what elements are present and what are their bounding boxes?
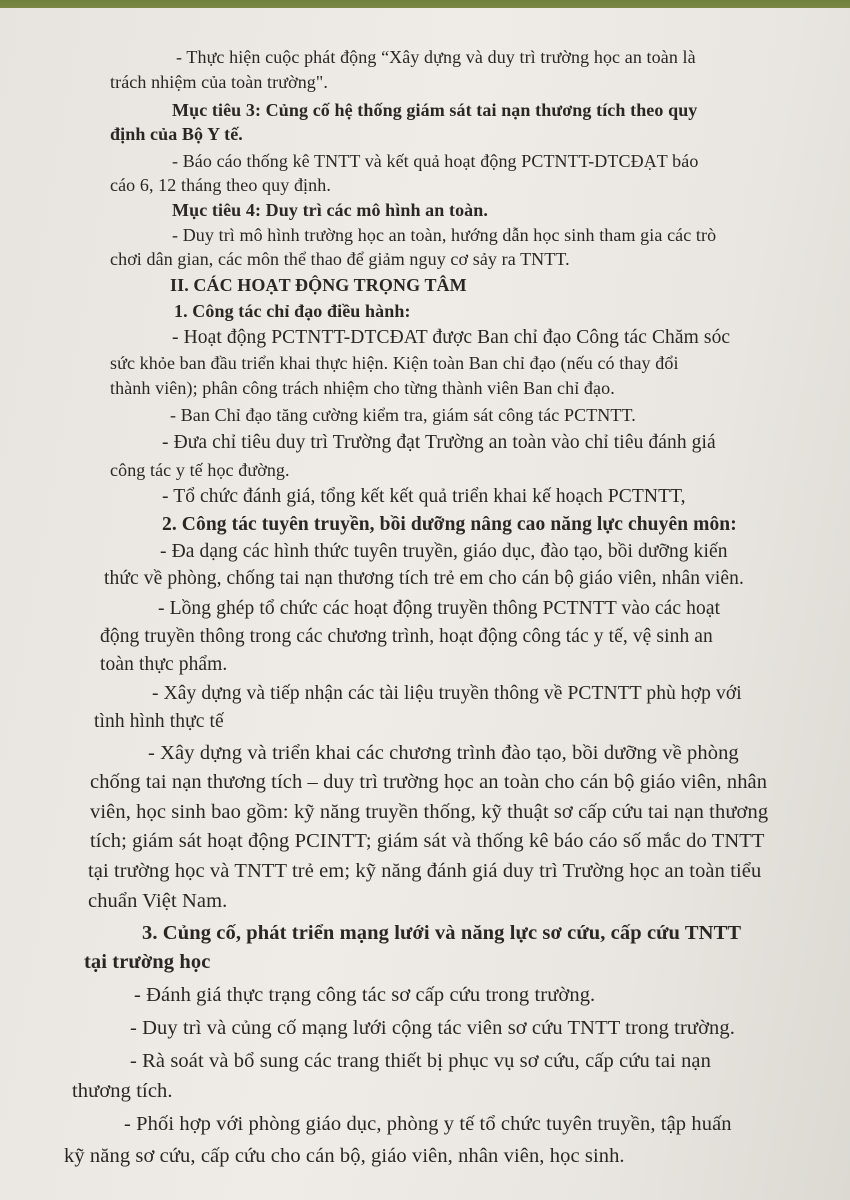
- document-page: [0, 8, 850, 1200]
- text-line: trách nhiệm của toàn trường".: [110, 72, 328, 92]
- text-line: - Xây dựng và triển khai các chương trình đào tạo, bồi dưỡng về phòng: [148, 742, 739, 764]
- text-line: toàn thực phẩm.: [100, 654, 228, 675]
- text-line: kỹ năng sơ cứu, cấp cứu cho cán bộ, giáo viên, nhân viên, học sinh.: [64, 1145, 625, 1167]
- text-line: công tác y tế học đường.: [110, 460, 290, 480]
- heading-goal-3: Mục tiêu 3: Củng cố hệ thống giám sát tai nạn thương tích theo quy: [172, 100, 698, 120]
- text-line: chơi dân gian, các môn thể thao để giảm nguy cơ sảy ra TNTT.: [110, 249, 570, 269]
- text-line: - Duy trì và củng cố mạng lưới cộng tác viên sơ cứu TNTT trong trường.: [130, 1017, 735, 1039]
- text-line: chống tai nạn thương tích – duy trì trường học an toàn cho cán bộ giáo viên, nhân: [90, 771, 768, 793]
- text-line: thương tích.: [72, 1080, 173, 1102]
- text-line: tại trường học và TNTT trẻ em; kỹ năng đánh giá duy trì Trường học an toàn tiểu: [88, 860, 762, 882]
- heading-item-1: 1. Công tác chỉ đạo điều hành:: [174, 301, 411, 321]
- text-line: - Duy trì mô hình trường học an toàn, hướng dẫn học sinh tham gia các trò: [172, 225, 717, 245]
- heading-goal-4: Mục tiêu 4: Duy trì các mô hình an toàn.: [172, 200, 488, 220]
- text-line: - Tổ chức đánh giá, tổng kết kết quả triển khai kế hoạch PCTNTT,: [162, 486, 686, 507]
- text-line: chuẩn Việt Nam.: [88, 890, 228, 912]
- text-line: - Xây dựng và tiếp nhận các tài liệu truyền thông về PCTNTT phù hợp với: [152, 683, 742, 704]
- text-line: tích; giám sát hoạt động PCINTT; giám sát và thống kê báo cáo số mắc do TNTT: [90, 830, 765, 852]
- text-line: - Lồng ghép tổ chức các hoạt động truyền thông PCTNTT vào các hoạt: [158, 598, 721, 619]
- text-line: - Ban Chỉ đạo tăng cường kiểm tra, giám sát công tác PCTNTT.: [170, 405, 636, 425]
- text-line: - Phối hợp với phòng giáo dục, phòng y tế tổ chức tuyên truyền, tập huấn: [124, 1113, 732, 1135]
- text-line: - Hoạt động PCTNTT-DTCĐAT được Ban chỉ đạo Công tác Chăm sóc: [172, 327, 731, 348]
- text-line: sức khỏe ban đầu triển khai thực hiện. Kiện toàn Ban chỉ đạo (nếu có thay đổi: [110, 353, 679, 373]
- heading-item-3-cont: tại trường học: [84, 951, 211, 973]
- text-line: - Thực hiện cuộc phát động “Xây dựng và duy trì trường học an toàn là: [176, 47, 696, 67]
- heading-item-3: 3. Củng cố, phát triển mạng lưới và năng lực sơ cứu, cấp cứu TNTT: [142, 922, 742, 944]
- text-line: - Báo cáo thống kê TNTT và kết quả hoạt động PCTNTT-DTCĐẠT báo: [172, 151, 699, 171]
- text-line: - Đánh giá thực trạng công tác sơ cấp cứu trong trường.: [134, 984, 596, 1006]
- heading-item-2: 2. Công tác tuyên truyền, bồi dưỡng nâng cao năng lực chuyên môn:: [162, 514, 737, 535]
- text-line: cáo 6, 12 tháng theo quy định.: [110, 175, 331, 195]
- text-line: - Đa dạng các hình thức tuyên truyền, giáo dục, đào tạo, bồi dưỡng kiến: [160, 541, 728, 562]
- text-line: động truyền thông trong các chương trình, hoạt động công tác y tế, vệ sinh an: [100, 626, 713, 647]
- text-line: viên, học sinh bao gồm: kỹ năng truyền thống, kỹ thuật sơ cấp cứu tai nạn thương: [90, 801, 769, 823]
- section-title: II. CÁC HOẠT ĐỘNG TRỌNG TÂM: [170, 275, 467, 295]
- text-line: thức về phòng, chống tai nạn thương tích trẻ em cho cán bộ giáo viên, nhân viên.: [104, 568, 744, 589]
- text-line: thành viên); phân công trách nhiệm cho từng thành viên Ban chỉ đạo.: [110, 378, 615, 398]
- heading-goal-3-cont: định của Bộ Y tế.: [110, 124, 243, 144]
- text-line: - Đưa chỉ tiêu duy trì Trường đạt Trường an toàn vào chỉ tiêu đánh giá: [162, 432, 716, 453]
- text-line: - Rà soát và bổ sung các trang thiết bị phục vụ sơ cứu, cấp cứu tai nạn: [130, 1050, 711, 1072]
- text-line: tình hình thực tế: [94, 711, 224, 732]
